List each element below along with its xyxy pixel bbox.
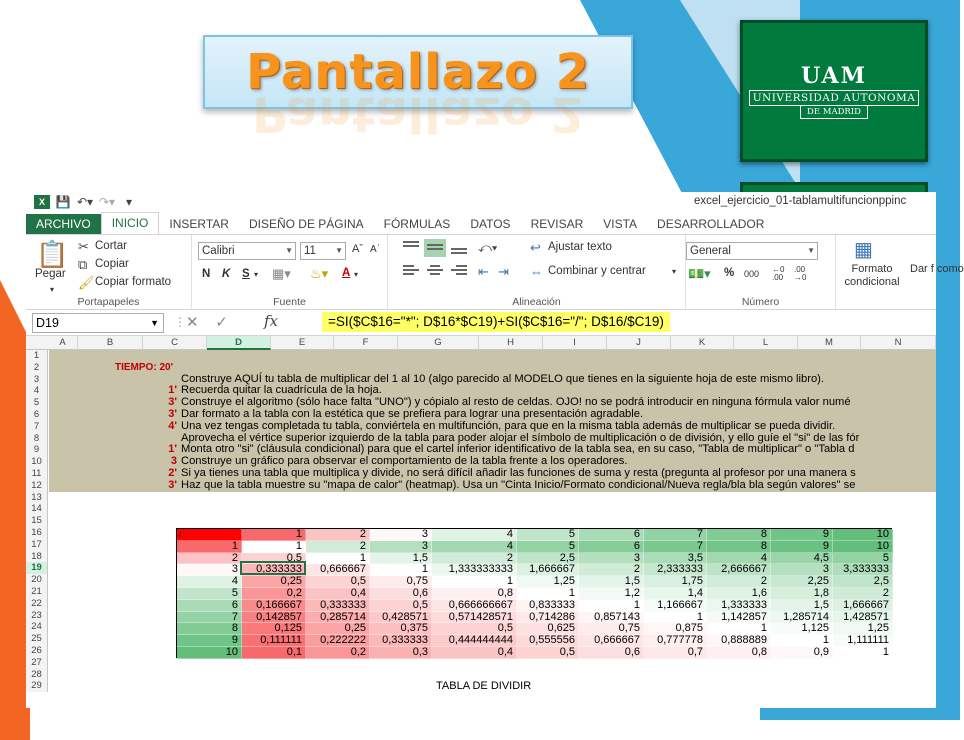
align-center-icon[interactable] [424,263,446,281]
table-cell[interactable]: 2 [432,553,517,565]
table-cell[interactable]: 9 [771,541,833,553]
instruction-line: Si ya tienes una tabla que multiplica y divide, no será difícil añadir las funciones de suma y resta (pregunta al profesor por una manera s [181,467,856,479]
undo-icon[interactable]: ↶▾ [76,195,94,209]
table-cell[interactable]: 1 [517,588,579,600]
table-cell[interactable]: 0,142857 [242,612,306,624]
tab-archivo[interactable]: ARCHIVO [26,214,101,234]
row-header-9[interactable]: 9 [26,444,48,456]
save-icon[interactable]: 💾 [55,195,71,209]
table-cell[interactable]: 5 [517,541,579,553]
underline-dropdown-icon[interactable]: ▾ [254,270,259,279]
table-cell[interactable]: 3,5 [644,553,707,565]
table-header-cell[interactable]: 6 [579,529,644,541]
table-cell[interactable]: 0,875 [644,623,707,635]
table-header-cell[interactable]: 10 [833,529,893,541]
table-cell[interactable]: 10 [833,541,893,553]
table-cell[interactable]: 0,5 [370,600,432,612]
table-cell[interactable]: 0,375 [370,623,432,635]
table-row-header-cell[interactable]: 9 [177,635,242,647]
table-cell[interactable]: 0,9 [771,647,833,659]
table-header-cell[interactable]: 3 [370,529,432,541]
font-color-icon[interactable]: A [342,267,351,279]
merge-center-icon[interactable]: ⇔ [530,264,543,279]
merge-dropdown-icon[interactable]: ▾ [672,267,677,276]
column-header-d[interactable]: D [207,336,271,350]
italic-button[interactable]: K [222,268,231,280]
cut-button[interactable]: Cortar [95,240,127,252]
instruction-time: 3 [170,455,177,468]
group-label-alineacion: Alineación [512,296,561,308]
row-header-14[interactable]: 14 [26,503,48,515]
table-cell[interactable]: 0,888889 [707,635,771,647]
table-cell[interactable]: 1,111111 [833,635,893,647]
ribbon [26,234,964,310]
table-cell[interactable]: 2,666667 [707,564,771,576]
table-cell[interactable]: 1,333333 [707,600,771,612]
column-header-i[interactable]: I [543,336,607,350]
table-cell[interactable]: 2,333333 [644,564,707,576]
font-size-combo[interactable]: 11 ▼ [300,242,346,260]
formula-bar [26,310,936,336]
instruction-time: 4' [168,419,177,432]
align-middle-icon[interactable] [424,239,446,257]
table-row-header-cell[interactable]: 5 [177,588,242,600]
instruction-line: Una vez tengas completada tu tabla, conviértela en multifunción, para que en la misma tabla además de multiplicar se pueda dividir. [181,419,836,432]
table-cell[interactable]: 1,75 [644,576,707,588]
table-cell[interactable]: 1,142857 [707,612,771,624]
row-header-20[interactable]: 20 [26,574,48,586]
conditional-format-icon[interactable]: ▦ [854,239,873,261]
paste-button[interactable]: Pegar [35,268,66,280]
table-row-header-cell[interactable]: 2 [177,553,242,565]
table-cell[interactable]: 1 [771,635,833,647]
enter-icon[interactable]: ✓ [215,314,228,331]
division-table [176,528,892,658]
group-alineacion [388,235,686,310]
table-cell[interactable]: 1 [370,564,432,576]
table-cell[interactable]: 2 [833,588,893,600]
row-header-27[interactable]: 27 [26,657,48,669]
table-cell[interactable]: 0,25 [306,623,370,635]
table-cell[interactable]: 1,666667 [517,564,579,576]
shrink-font-icon[interactable]: Aˈ [370,244,380,255]
table-cell[interactable]: 1 [242,541,306,553]
row-header-8[interactable]: 8 [26,433,48,445]
table-cell[interactable]: 0,333333 [242,564,306,576]
group-label-fuente: Fuente [273,296,306,308]
table-header-cell[interactable]: 7 [644,529,707,541]
table-cell[interactable]: 3,333333 [833,564,893,576]
table-header-cell[interactable]: 5 [517,529,579,541]
table-header-cell[interactable]: 4 [432,529,517,541]
table-cell[interactable]: 0,777778 [644,635,707,647]
font-name-combo[interactable]: Calibri ▼ [198,242,296,260]
row-header-26[interactable]: 26 [26,645,48,657]
table-cell[interactable]: 0,5 [517,647,579,659]
table-cell[interactable]: 4 [707,553,771,565]
insert-function-icon[interactable]: fx [264,312,279,330]
fill-color-icon[interactable]: ♨▾ [310,266,329,281]
row-header-5[interactable]: 5 [26,397,48,409]
table-cell[interactable]: 1,25 [833,623,893,635]
table-cell[interactable]: 0,111111 [242,635,306,647]
document-title: excel_ejercicio_01-tablamultifuncionppinc [694,195,907,207]
table-header-cell[interactable]: 2 [306,529,370,541]
column-header-h[interactable]: H [479,336,543,350]
table-cell[interactable]: 0,666667 [579,635,644,647]
column-header-n[interactable]: N [861,336,936,350]
redo-icon[interactable]: ↷▾ [98,195,116,209]
table-cell[interactable]: 1,25 [517,576,579,588]
table-cell[interactable]: 0,666666667 [432,600,517,612]
table-header-cell[interactable]: 1 [242,529,306,541]
table-cell[interactable]: 1,5 [370,553,432,565]
slide-title: Pantallazo 2 [245,44,591,100]
table-cell[interactable]: 0,25 [242,576,306,588]
instruction-time: 3' [168,396,177,409]
paste-icon[interactable]: 📋 [36,239,69,269]
table-cell[interactable]: 2 [707,576,771,588]
table-cell[interactable]: 0,4 [306,588,370,600]
table-cell[interactable]: 0,555556 [517,635,579,647]
align-bottom-icon[interactable] [448,239,470,257]
table-cell[interactable]: 0,4 [432,647,517,659]
row-header-17[interactable]: 17 [26,539,48,551]
tab-diseno-pagina[interactable]: DISEÑO DE PÁGINA [248,217,364,231]
number-format-combo[interactable]: General ▼ [686,242,818,260]
row-header-24[interactable]: 24 [26,621,48,633]
university-logo [740,20,928,162]
table-cell[interactable]: 0,8 [707,647,771,659]
table-row-header-cell[interactable]: 8 [177,623,242,635]
thousands-separator-icon[interactable]: 000 [744,269,760,279]
row-header-4[interactable]: 4 [26,385,48,397]
row-header-25[interactable]: 25 [26,633,48,645]
row-header-29[interactable]: 29 [26,680,48,692]
table-cell[interactable]: 0,333333 [306,600,370,612]
row-header-2[interactable]: 2 [26,362,48,374]
table-cell[interactable]: 3 [370,541,432,553]
orientation-icon[interactable]: ⤺▾ [478,240,498,255]
group-label-portapapeles: Portapapeles [77,296,140,308]
format-as-table-button[interactable]: Dar f como [910,263,964,275]
table-cell[interactable]: 0,5 [242,553,306,565]
table-cell[interactable]: 3 [771,564,833,576]
table-cell[interactable]: 1,333333333 [432,564,517,576]
table-cell[interactable]: 8 [707,541,771,553]
instruction-time: 1' [168,443,177,456]
logo-city-line: DE MADRID [800,106,868,119]
table-cell[interactable]: 6 [579,541,644,553]
table-cell[interactable]: 0,333333 [370,635,432,647]
column-header-a[interactable]: A [48,336,78,350]
tab-inicio[interactable]: INICIO [101,212,160,234]
cut-icon[interactable]: ✂ [78,239,89,254]
table-cell[interactable]: 0,1 [242,647,306,659]
instruction-line: Construye el algoritmo (sólo hace falta "UNO") y cópialo al resto de celdas. OJO! no se podrá introducir en ninguna fórmula valor numé [181,396,851,409]
group-estilos [836,235,964,310]
table-row-header-cell[interactable]: 10 [177,647,242,659]
currency-format-icon[interactable]: 💵▾ [688,266,711,281]
instruction-time: 3' [168,408,177,420]
table-cell[interactable]: 4,5 [771,553,833,565]
copy-button[interactable]: Copiar [95,258,129,270]
group-label-numero: Número [741,296,780,308]
table-cell[interactable]: 0,75 [370,576,432,588]
align-left-icon[interactable] [400,263,422,281]
table-cell[interactable]: 1,8 [771,588,833,600]
operator-cell[interactable]: / [177,529,242,541]
table-cell[interactable]: 1,4 [644,588,707,600]
row-header-11[interactable]: 11 [26,468,48,480]
paste-dropdown-icon[interactable]: ▾ [50,285,55,294]
table-cell[interactable]: 1 [579,600,644,612]
row-header-3[interactable]: 3 [26,374,48,386]
table-cell[interactable]: 1 [306,553,370,565]
table-cell[interactable]: 1,5 [579,576,644,588]
worksheet-grid[interactable] [26,336,936,708]
column-header-m[interactable]: M [798,336,861,350]
instruction-time: 1' [168,384,177,397]
table-row-header-cell[interactable]: 7 [177,612,242,624]
ribbon-tabs [26,212,936,234]
table-cell[interactable]: 2,5 [517,553,579,565]
row-header-6[interactable]: 6 [26,409,48,421]
grow-font-icon[interactable]: Aˇ [352,243,363,255]
format-painter-button[interactable]: Copiar formato [95,276,172,288]
font-color-dropdown-icon[interactable]: ▾ [354,270,359,279]
merge-center-button[interactable]: Combinar y centrar [548,265,646,277]
tab-datos[interactable]: DATOS [470,217,511,231]
instruction-line: Construye un gráfico para observar el comportamiento de la tabla frente a los operadores. [181,455,628,468]
table-cell[interactable]: 0,714286 [517,612,579,624]
formula-input[interactable]: =SI($C$16="*"; D$16*$C19)+SI($C$16="/"; D$16/$C19) [322,312,670,332]
table-cell[interactable]: 0,222222 [306,635,370,647]
table-cell[interactable]: 0,2 [242,588,306,600]
percent-format-icon[interactable]: % [724,267,735,279]
column-headers [26,336,936,350]
instruction-line: Dar formato a la tabla con la estética que se prefiera para lograr una presentación agradable. [181,408,644,420]
column-header-f[interactable]: F [334,336,398,350]
align-right-icon[interactable] [448,263,470,281]
slide-title-reflection: Pantallazo 2 [251,86,585,142]
table-cell[interactable]: 1,2 [579,588,644,600]
row-header-19[interactable]: 19 [26,562,48,574]
borders-icon[interactable]: ▦▾ [272,266,291,281]
tab-revisar[interactable]: REVISAR [530,217,584,231]
table-row-header-cell[interactable]: 6 [177,600,242,612]
instruction-line: Recuerda quitar la cuadrícula de la hoja. [181,384,382,397]
table-cell[interactable]: 1,285714 [771,612,833,624]
table-row-header-cell[interactable]: 1 [177,541,242,553]
bold-button[interactable]: N [202,268,211,280]
column-header-l[interactable]: L [734,336,798,350]
instruction-time: 3' [168,478,177,491]
row-header-23[interactable]: 23 [26,610,48,622]
instruction-line: Construye AQUÍ tu tabla de multiplicar del 1 al 10 (algo parecido al MODELO que tienes en la siguiente hoja de este mismo libro). [181,372,824,385]
name-box[interactable]: D19 ▼ [32,313,164,333]
table-cell[interactable]: 2 [579,564,644,576]
row-header-12[interactable]: 12 [26,480,48,492]
row-header-21[interactable]: 21 [26,586,48,598]
table-cell[interactable]: 1 [707,623,771,635]
decor-orange-band [0,340,26,720]
table-cell[interactable]: 0,5 [432,623,517,635]
column-header-g[interactable]: G [398,336,479,350]
table-row-header-cell[interactable]: 3 [177,564,242,576]
table-cell[interactable]: 0,833333 [517,600,579,612]
formula-bar-grip-icon: ⋮ [174,315,186,329]
table-cell[interactable]: 0,285714 [306,612,370,624]
quick-access-toolbar [26,192,936,212]
row-header-15[interactable]: 15 [26,515,48,527]
column-header-b[interactable]: B [78,336,143,350]
logo-name-line: UNIVERSIDAD AUTONOMA [749,90,920,106]
formula-bar-buttons [186,313,228,331]
table-cell[interactable]: 5 [833,553,893,565]
instructions-area [49,350,936,492]
decrease-decimal-icon[interactable]: .00 →0 [794,265,807,282]
underline-button[interactable]: S [242,268,250,280]
wrap-text-button[interactable]: Ajustar texto [548,241,612,253]
row-header-7[interactable]: 7 [26,421,48,433]
table-cell[interactable]: 1 [432,576,517,588]
cancel-icon[interactable]: ✕ [186,314,199,331]
instruction-line: Haz que la tabla muestre su "mapa de calor" (heatmap). Usa un "Cinta Inicio/Formato condicional/Nueva regla/bla bla según valores" se [181,478,856,491]
table-cell[interactable]: 0,7 [644,647,707,659]
table-caption: TABLA DE DIVIDIR [436,680,532,692]
increase-decimal-icon[interactable]: ←0 .00 [772,265,785,282]
table-cell[interactable]: 0,2 [306,647,370,659]
row-header-13[interactable]: 13 [26,492,48,504]
table-cell[interactable]: 0,444444444 [432,635,517,647]
table-cell[interactable]: 0,166667 [242,600,306,612]
table-cell[interactable]: 7 [644,541,707,553]
table-cell[interactable]: 0,571428571 [432,612,517,624]
table-cell[interactable]: 2 [306,541,370,553]
table-cell[interactable]: 1 [833,647,893,659]
tab-formulas[interactable]: FÓRMULAS [383,217,451,231]
align-top-icon[interactable] [400,239,422,257]
logo-monogram: UAM [801,63,867,89]
instruction-time: 2' [168,467,177,479]
table-cell[interactable]: 0,5 [306,576,370,588]
table-cell[interactable]: 0,666667 [306,564,370,576]
table-cell[interactable]: 1,125 [771,623,833,635]
table-cell[interactable]: 1,5 [771,600,833,612]
table-cell[interactable]: 2,25 [771,576,833,588]
table-cell[interactable]: 0,125 [242,623,306,635]
table-cell[interactable]: 1,166667 [644,600,707,612]
excel-app-icon: X [34,195,50,209]
copy-icon[interactable]: ⧉ [78,257,88,272]
column-header-c[interactable]: C [143,336,207,350]
table-header-cell[interactable]: 8 [707,529,771,541]
column-header-k[interactable]: K [671,336,734,350]
increase-indent-icon[interactable]: ⇥ [498,264,509,279]
group-fuente [192,235,388,310]
table-header-cell[interactable]: 9 [771,529,833,541]
customize-qat-icon[interactable]: ▾ [125,195,133,209]
table-cell[interactable]: 0,6 [579,647,644,659]
group-portapapeles [26,235,192,310]
row-header-18[interactable]: 18 [26,551,48,563]
column-header-j[interactable]: J [607,336,671,350]
row-header-1[interactable]: 1 [26,350,48,362]
table-cell[interactable]: 0,6 [370,588,432,600]
table-cell[interactable]: 2,5 [833,576,893,588]
table-cell[interactable]: 0,857143 [579,612,644,624]
table-cell[interactable]: 3 [579,553,644,565]
table-cell[interactable]: 1,6 [707,588,771,600]
decrease-indent-icon[interactable]: ⇤ [478,264,489,279]
table-row-header-cell[interactable]: 4 [177,576,242,588]
table-cell[interactable]: 1,666667 [833,600,893,612]
time-label: TIEMPO: 20' [115,361,173,373]
table-cell[interactable]: 0,75 [579,623,644,635]
table-cell[interactable]: 0,8 [432,588,517,600]
tab-insertar[interactable]: INSERTAR [169,217,229,231]
table-cell[interactable]: 1 [644,612,707,624]
group-numero [686,235,836,310]
table-cell[interactable]: 0,3 [370,647,432,659]
instruction-line: Monta otro "si" (cláusula condicional) para que el cartel inferior identificativo de la tabla sea, en su caso, "Tabla de multiplicar" o "Tabla d [181,443,855,456]
column-header-e[interactable]: E [271,336,334,350]
table-cell[interactable]: 1,428571 [833,612,893,624]
row-header-22[interactable]: 22 [26,598,48,610]
table-cell[interactable]: 0,625 [517,623,579,635]
row-header-10[interactable]: 10 [26,456,48,468]
tab-vista[interactable]: VISTA [603,217,638,231]
tab-desarrollador[interactable]: DESARROLLADOR [657,217,765,231]
row-header-28[interactable]: 28 [26,669,48,681]
wrap-text-icon[interactable]: ↩ [530,240,541,255]
instruction-line: Aprovecha el vértice superior izquierdo de la tabla para poder alojar el símbolo de multiplicación o de división, y ello guíe el "si" de las fór [181,431,860,444]
conditional-format-button[interactable]: Formato condicional [844,263,900,288]
table-cell[interactable]: 0,428571 [370,612,432,624]
row-header-16[interactable]: 16 [26,527,48,539]
excel-window [26,192,964,708]
format-painter-icon[interactable]: 🖌 [78,275,95,290]
table-cell[interactable]: 4 [432,541,517,553]
